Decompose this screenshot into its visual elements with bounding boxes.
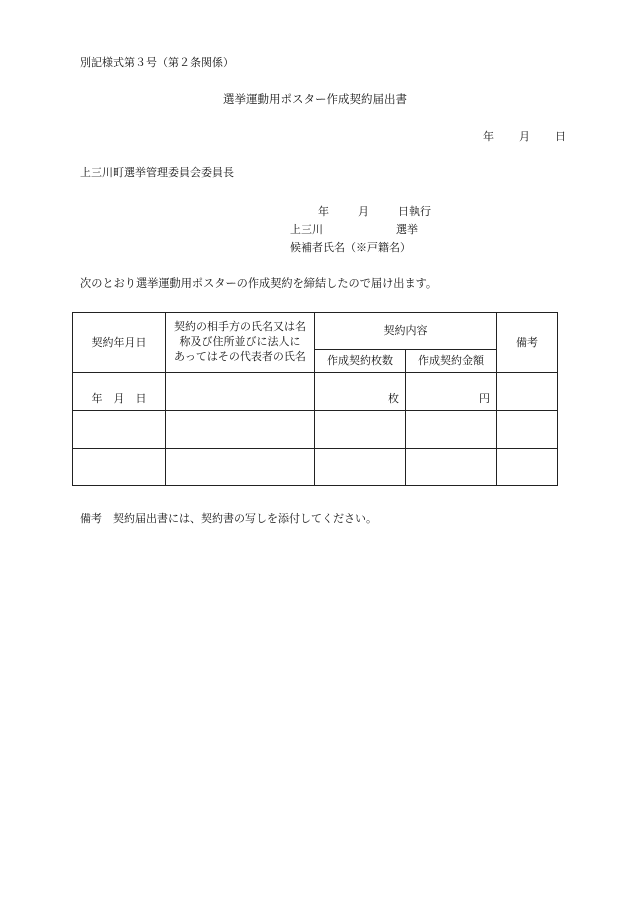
header-party-line1: 契約の相手方の氏名又は名 <box>174 320 306 334</box>
row-count[interactable]: 枚 <box>315 373 406 411</box>
contract-table <box>72 312 558 486</box>
exec-month-label: 月 <box>358 205 369 218</box>
date-day-label: 日 <box>555 130 566 143</box>
election-place: 上三川 <box>290 223 323 236</box>
exec-year-label: 年 <box>318 205 329 218</box>
row-remarks[interactable] <box>497 373 558 411</box>
addressee: 上三川町選挙管理委員会委員長 <box>80 166 234 179</box>
submission-date <box>483 131 566 142</box>
row-contract-date[interactable] <box>73 449 166 486</box>
row-amount[interactable] <box>406 411 497 449</box>
election-name <box>290 224 418 235</box>
date-month-label: 月 <box>519 130 530 143</box>
exec-day-label: 日執行 <box>398 205 431 218</box>
row-contract-party[interactable] <box>166 411 315 449</box>
election-date <box>318 206 431 217</box>
body-text: 次のとおり選挙運動用ポスターの作成契約を締結したので届け出ます。 <box>80 277 438 290</box>
row-contract-party[interactable] <box>166 449 315 486</box>
table-row <box>73 449 558 486</box>
header-remarks: 備考 <box>497 313 558 373</box>
header-contract-party <box>166 313 315 373</box>
row-contract-date[interactable] <box>73 411 166 449</box>
remarks-note: 備考 契約届出書には、契約書の写しを添付してください。 <box>80 512 377 525</box>
header-count: 作成契約枚数 <box>315 350 406 373</box>
header-amount: 作成契約金額 <box>406 350 497 373</box>
header-party-line2: 称及び住所並びに法人に <box>179 335 301 349</box>
header-party-line3: あってはその代表者の氏名 <box>174 349 306 363</box>
table-row <box>73 411 558 449</box>
candidate-name-label: 候補者氏名（※戸籍名） <box>290 241 411 254</box>
document-title: 選挙運動用ポスター作成契約届出書 <box>223 92 407 106</box>
form-number: 別記様式第３号（第２条関係） <box>80 56 234 69</box>
row-contract-party[interactable] <box>166 373 315 411</box>
table-row <box>73 373 558 411</box>
date-year-label: 年 <box>483 130 494 143</box>
row-remarks[interactable] <box>497 449 558 486</box>
row-remarks[interactable] <box>497 411 558 449</box>
row-contract-date[interactable]: 年 月 日 <box>73 373 166 411</box>
election-suffix: 選挙 <box>396 223 418 236</box>
row-amount[interactable]: 円 <box>406 373 497 411</box>
row-count[interactable] <box>315 411 406 449</box>
header-contract-content: 契約内容 <box>315 313 497 350</box>
row-amount[interactable] <box>406 449 497 486</box>
row-count[interactable] <box>315 449 406 486</box>
header-contract-date: 契約年月日 <box>73 313 166 373</box>
